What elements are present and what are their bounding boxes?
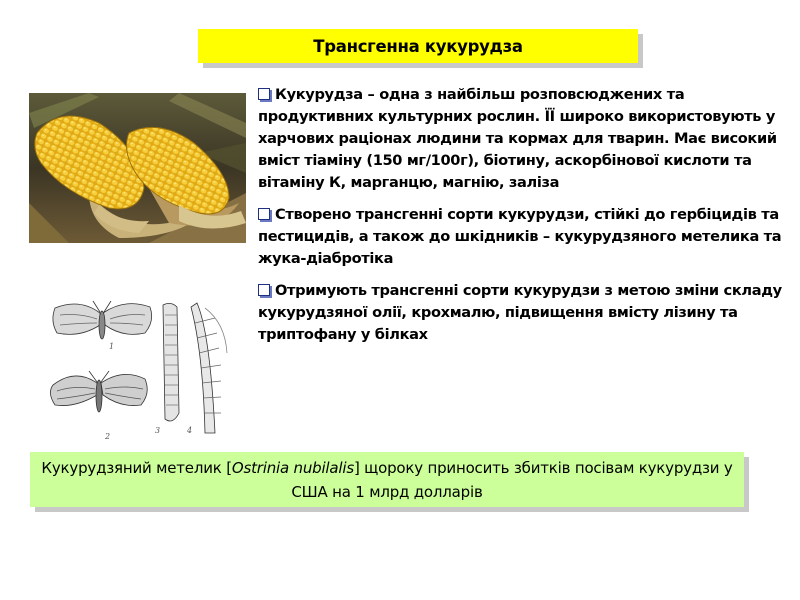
figure-number: 4: [187, 426, 193, 435]
figure-number: 1: [109, 342, 115, 351]
moth-icon: [50, 371, 147, 412]
checkbox-bullet-icon: [258, 208, 270, 220]
checkbox-bullet-icon: [258, 284, 270, 296]
figure-number: 3: [155, 426, 161, 435]
slide-title-text: Трансгенна кукурудза: [313, 36, 523, 56]
bullet-text: Отримують трансгенні сорти кукурудзи з метою зміни складу кукурудзяної олії, крохмалю, підвищення вмісту лізину та триптофану у білках: [258, 282, 782, 343]
figure-number: 2: [105, 432, 111, 441]
species-name: Ostrinia nubilalis: [231, 459, 354, 477]
larva-icon: [163, 303, 179, 421]
slide-title: [198, 29, 638, 63]
moth-icon: [53, 301, 152, 339]
checkbox-bullet-icon: [258, 88, 270, 100]
bullet-text: Створено трансгенні сорти кукурудзи, стійкі до гербіцидів та пестицидів, а також до шкідників – кукурудзяного метелика та жука-діабротіка: [258, 206, 782, 267]
damaged-stalk-icon: [191, 303, 227, 433]
note-text-before: Кукурудзяний метелик [: [41, 459, 232, 477]
bullet-item: [258, 84, 793, 194]
bullet-item: [258, 204, 793, 270]
bullet-item: [258, 280, 793, 346]
corn-borer-illustration: [45, 293, 235, 443]
bullet-text: Кукурудза – одна з найбільш розповсюджених та продуктивних культурних рослин. ЇЇ широко використовують у харчових раціонах людини та кормах для тварин. Має високий вміст тіаміну (150 мг/100г), біотину, аскорбінової кислоти та вітаміну К, марганцю, магнію, заліза: [258, 86, 777, 191]
bullet-list: [258, 84, 793, 356]
note-box: [30, 452, 744, 507]
corn-photo: [29, 93, 246, 243]
note-text-after: ] щороку приносить збитків посівам кукурудзи у США на 1 млрд долларів: [291, 459, 733, 501]
